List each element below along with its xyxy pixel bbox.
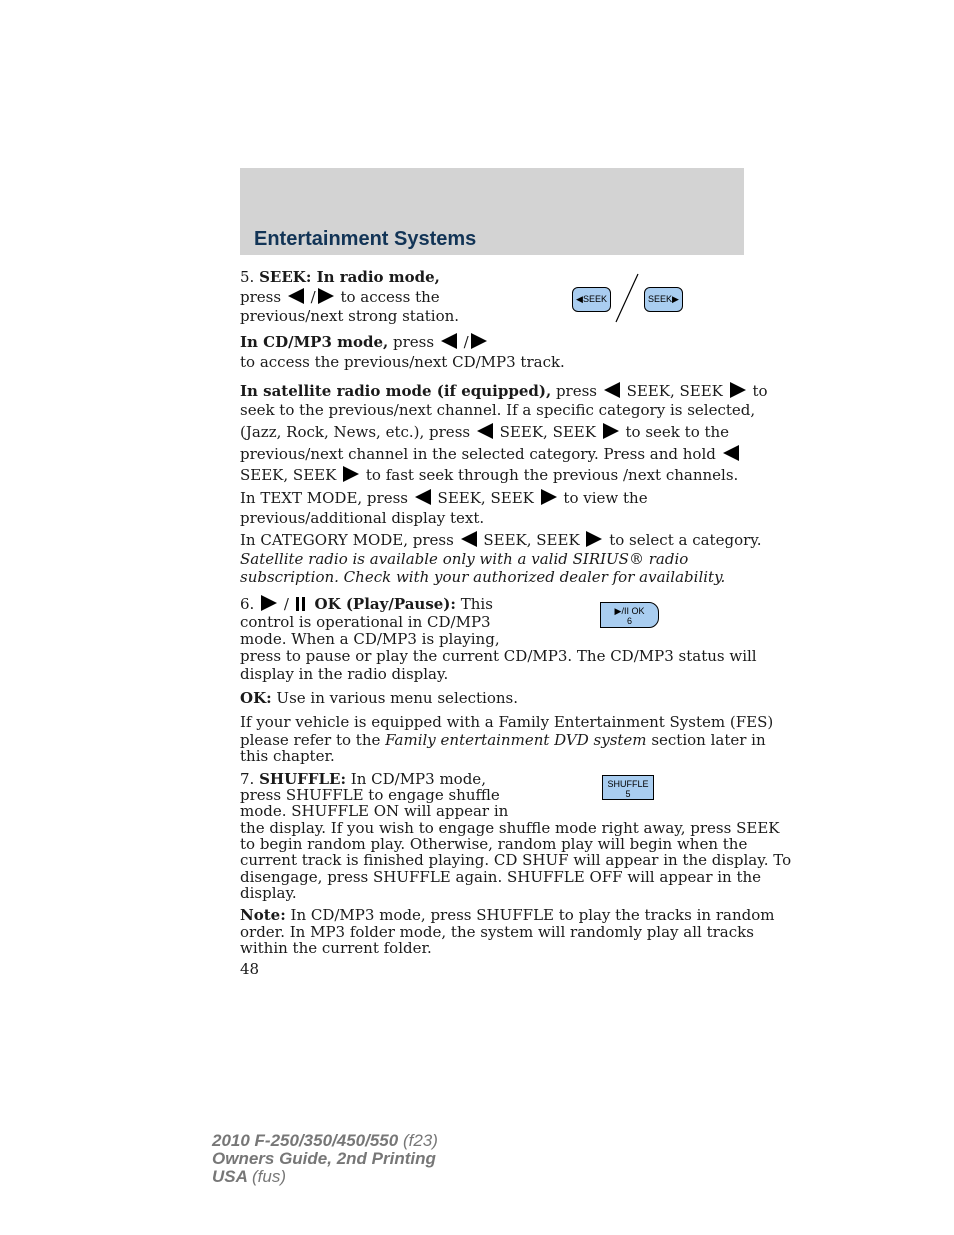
footer-line-3: USA (fus) <box>212 1167 286 1186</box>
pause-icon <box>296 597 308 615</box>
s5-line-1: 5. SEEK: In radio mode, <box>240 268 440 286</box>
s5-text-line-2: previous/additional display text. <box>240 509 485 527</box>
divider-slash <box>612 272 642 324</box>
s5-sat-line-3: (Jazz, Rock, News, etc.), press SEEK, SEEK to seek to the <box>240 423 730 441</box>
seek-right-arrow-icon <box>586 531 602 547</box>
seek-left-button[interactable]: ◀SEEK <box>572 287 611 312</box>
footer-line-1: 2010 F-250/350/450/550 (f23) <box>212 1131 438 1150</box>
s7-note-line-3: within the current folder. <box>240 939 432 957</box>
s6-line-5: display in the radio display. <box>240 665 449 683</box>
s7-note-line-2: order. In MP3 folder mode, the system will randomly play all tracks <box>240 923 754 941</box>
seek-right-arrow-icon <box>603 423 619 439</box>
s5-sat-line-5: SEEK, SEEK to fast seek through the previous /next channels. <box>240 466 739 484</box>
s7-line-3: mode. SHUFFLE ON will appear in <box>240 802 509 820</box>
s5-cd-line-1: In CD/MP3 mode, press / <box>240 333 489 351</box>
s5-sat-line-1: In satellite radio mode (if equipped), press SEEK, SEEK to <box>240 382 768 400</box>
s7-line-7: disengage, press SHUFFLE again. SHUFFLE OFF will appear in the <box>240 868 762 886</box>
s7-line-1: 7. SHUFFLE: In CD/MP3 mode, <box>240 770 486 788</box>
s6-line-4: press to pause or play the current CD/MP3. The CD/MP3 status will <box>240 647 757 665</box>
seek-left-arrow-icon <box>288 288 304 304</box>
s5-note-line-2: subscription. Check with your authorized dealer for availability. <box>240 568 726 586</box>
shuffle-button[interactable]: SHUFFLE 5 <box>602 775 654 800</box>
s6-line-2: control is operational in CD/MP3 <box>240 613 491 631</box>
seek-right-arrow-icon <box>541 489 557 505</box>
s5-text-line-1: In TEXT MODE, press SEEK, SEEK to view the <box>240 489 648 507</box>
s7-line-2: press SHUFFLE to engage shuffle <box>240 786 500 804</box>
s6-line-3: mode. When a CD/MP3 is playing, <box>240 630 500 648</box>
seek-left-arrow-icon <box>441 333 457 349</box>
s6-fes-line-2: please refer to the Family entertainment DVD system section later in <box>240 731 766 749</box>
seek-right-arrow-icon <box>471 333 487 349</box>
s5-cat-line: In CATEGORY MODE, press SEEK, SEEK to select a category. <box>240 531 762 549</box>
s7-line-8: display. <box>240 884 297 902</box>
s5-cd-line-2: to access the previous/next CD/MP3 track. <box>240 353 565 371</box>
s6-ok-line: OK: Use in various menu selections. <box>240 689 518 707</box>
section-title: Entertainment Systems <box>254 228 477 250</box>
section-header <box>240 168 744 255</box>
s5-line-3: previous/next strong station. <box>240 307 460 325</box>
page-number: 48 <box>240 960 260 978</box>
seek-left-arrow-icon <box>461 531 477 547</box>
play-icon <box>261 595 277 611</box>
s5-line-2: press / to access the <box>240 288 440 306</box>
s6-line-1: 6. / OK (Play/Pause): This <box>240 595 493 613</box>
seek-left-arrow-icon <box>723 445 739 461</box>
seek-right-button[interactable]: SEEK▶ <box>644 287 683 312</box>
footer <box>212 1132 438 1186</box>
s7-line-5: to begin random play. Otherwise, random play will begin when the <box>240 835 748 853</box>
s5-sat-line-4: previous/next channel in the selected category. Press and hold <box>240 445 741 463</box>
s7-note-line-1: Note: In CD/MP3 mode, press SHUFFLE to play the tracks in random <box>240 906 775 924</box>
s6-fes-line-3: this chapter. <box>240 747 335 765</box>
seek-right-arrow-icon <box>343 466 359 482</box>
seek-left-arrow-icon <box>604 382 620 398</box>
seek-left-arrow-icon <box>477 423 493 439</box>
seek-right-arrow-icon <box>730 382 746 398</box>
s7-line-4: the display. If you wish to engage shuffle mode right away, press SEEK <box>240 819 780 837</box>
s5-note-line-1: Satellite radio is available only with a valid SIRIUS® radio <box>240 550 689 568</box>
play-pause-button[interactable]: ▶/II OK 6 <box>600 602 659 628</box>
footer-line-2: Owners Guide, 2nd Printing <box>212 1149 436 1168</box>
s6-fes-line-1: If your vehicle is equipped with a Family Entertainment System (FES) <box>240 713 774 731</box>
s7-line-6: current track is finished playing. CD SHUF will appear in the display. To <box>240 851 792 869</box>
s5-sat-line-2: seek to the previous/next channel. If a specific category is selected, <box>240 401 756 419</box>
seek-right-arrow-icon <box>318 288 334 304</box>
seek-left-arrow-icon <box>415 489 431 505</box>
